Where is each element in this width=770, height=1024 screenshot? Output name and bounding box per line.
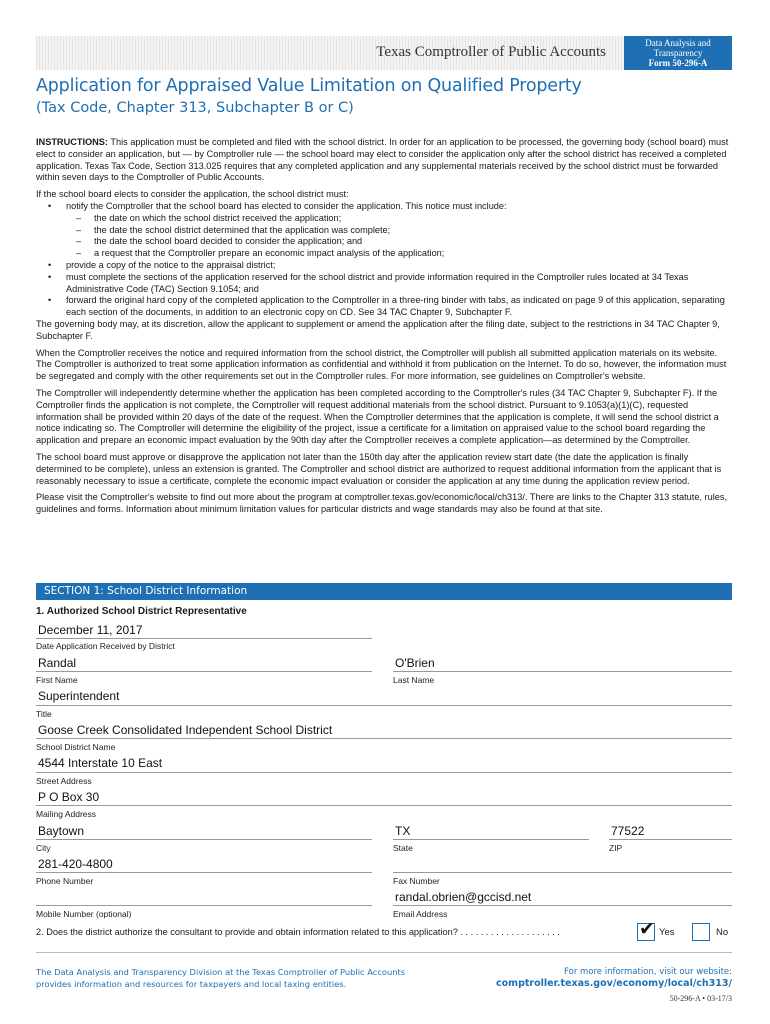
list-item: – a request that the Comptroller prepare an economic impact analysis of the application; <box>36 248 732 260</box>
section-1-header: SECTION 1: School District Information <box>36 583 732 600</box>
fax-label: Fax Number <box>393 876 440 886</box>
mailing-address-label: Mailing Address <box>36 809 97 819</box>
zip-label: ZIP <box>609 843 623 853</box>
checkmark-icon: ✔ <box>639 919 655 940</box>
list-item: • provide a copy of the notice to the appraisal district; <box>36 260 732 272</box>
instructions-paragraph-5: The school board must approve or disapprove the application not later than the 150th day after the application review start date (the date the application is finally determined to be complete), unless an extension is granted. The Comptroller and school district are authorized to request additional information from the applicant that is reasonably necessary to issue a certificate, complete the economic impact evaluation or consider the application at any time during the application review period. <box>36 451 722 486</box>
form-revision-code: 50-296-A • 03-17/3 <box>669 994 732 1003</box>
school-district-label: School District Name <box>36 742 116 752</box>
field-underline <box>36 872 372 873</box>
instructions-text: This application must be completed and filed with the school district. In order for an application to be processed, the governing body (school board) must elect to consider an application, but — by Comptroller rule — the school board may elect to consider the application only after the school district has received a completed application. Texas Tax Code, Section 313.025 requires that any completed application and any supplemental materials received by the school district must be forwarded within seven days to the Comptroller of Public Accounts. <box>36 137 729 183</box>
field-underline <box>36 705 732 706</box>
phone-label: Phone Number <box>36 876 94 886</box>
field-underline <box>36 839 372 840</box>
state-label: State <box>393 843 413 853</box>
footer-website <box>496 966 732 990</box>
footer-line-2: provides information and resources for taxpayers and local taxing entities. <box>36 979 347 989</box>
first-name-label: First Name <box>36 675 78 685</box>
question-1-heading: 1. Authorized School District Representative <box>36 606 247 617</box>
fax-field[interactable] <box>393 872 732 873</box>
page-subtitle: (Tax Code, Chapter 313, Subchapter B or C) <box>36 100 354 116</box>
footer-website-intro: For more information, visit our website: <box>564 967 732 977</box>
instructions-intro: If the school board elects to consider the application, the school district must: <box>36 189 349 200</box>
footer-description <box>36 966 416 990</box>
field-underline <box>36 638 372 639</box>
page-title: Application for Appraised Value Limitation on Qualified Property <box>36 76 582 96</box>
title-field[interactable]: Superintendent <box>38 689 120 703</box>
mobile-field[interactable] <box>36 905 372 906</box>
field-underline <box>393 905 732 906</box>
yes-label: Yes <box>659 927 675 938</box>
list-item: • must complete the sections of the application reserved for the school district and provide information required in the Comptroller rules located at 34 Texas Administrative Code (TAC) Section 9.1054; and <box>36 272 732 296</box>
field-underline <box>393 839 589 840</box>
city-label: City <box>36 843 51 853</box>
list-item: – the date on which the school district received the application; <box>36 213 732 225</box>
last-name-label: Last Name <box>393 675 435 685</box>
field-underline <box>36 671 372 672</box>
date-received-label: Date Application Received by District <box>36 641 175 651</box>
street-address-label: Street Address <box>36 776 92 786</box>
list-item: – the date the school board decided to consider the application; and <box>36 236 732 248</box>
instructions-paragraph-3: When the Comptroller receives the notice and required information from the school district, the Comptroller will publish all submitted application materials on its website. The Comptroller is authorized to treat some application information as confidential and withhold it from publication on the Internet. To do so, however, the information must be segregated and comply with the other requirements set out in the Comptroller rules. For more information, see guidelines on Comptroller's website. <box>36 347 727 382</box>
division-line-2: Transparency <box>653 48 703 58</box>
first-name-field[interactable]: Randal <box>38 656 77 670</box>
footer-divider <box>36 952 732 953</box>
question-2: 2. Does the district authorize the consultant to provide and obtain information related to this application? . . . . . . . . . . . . . . . . . . . . <box>36 927 560 937</box>
form-id-box <box>624 36 732 70</box>
form-number: Form 50-296-A <box>648 58 708 68</box>
no-checkbox[interactable] <box>692 923 710 941</box>
phone-field[interactable]: 281-420-4800 <box>38 857 113 871</box>
mobile-label: Mobile Number (optional) <box>36 909 132 919</box>
title-label: Title <box>36 709 52 719</box>
instructions-paragraph-4: The Comptroller will independently determine whether the application has been completed according to the Comptroller's rules (34 TAC Chapter 9, Subchapter F). If the Comptroller finds the application is not complete, the Comptroller will request additional materials from the school district. Pursuant to 9.1053(a)(1)(C), requested information shall be provided within 20 days of the date of the request. When the Comptroller determines that the application is complete, it will send the school district a notice indicating so. The Comptroller will determine the eligibility of the project, issue a certificate for a limitation on appraised value to the school board regarding the application and prepare an economic impact evaluation by the 90th day after the Comptroller receives a complete application—as determined by the Comptroller. <box>36 387 719 446</box>
school-district-field[interactable]: Goose Creek Consolidated Independent School District <box>38 723 333 737</box>
list-item: • notify the Comptroller that the school board has elected to consider the application. This notice must include: <box>36 201 732 213</box>
state-field[interactable]: TX <box>395 824 411 838</box>
field-underline <box>36 805 732 806</box>
district-duties-list <box>36 201 732 319</box>
email-field[interactable]: randal.obrien@gccisd.net <box>395 890 532 904</box>
date-received-field[interactable]: December 11, 2017 <box>38 623 143 637</box>
mailing-address-field[interactable]: P O Box 30 <box>38 790 100 804</box>
field-underline <box>36 738 732 739</box>
agency-name: Texas Comptroller of Public Accounts <box>376 44 606 60</box>
instructions-label: INSTRUCTIONS: <box>36 137 108 147</box>
list-item: – the date the school district determined that the application was complete; <box>36 225 732 237</box>
yes-checkbox[interactable] <box>637 919 655 941</box>
zip-field[interactable]: 77522 <box>611 824 645 838</box>
division-line-1: Data Analysis and <box>645 38 711 48</box>
last-name-field[interactable]: O'Brien <box>395 656 435 670</box>
email-label: Email Address <box>393 909 448 919</box>
field-underline <box>36 772 732 773</box>
field-underline <box>609 839 732 840</box>
list-item: • forward the original hard copy of the completed application to the Comptroller in a three-ring binder with tabs, as indicated on page 9 of this application, separating each section of the documents, in addition to an electronic copy on CD. See 34 TAC Chapter 9, Subchapter F. <box>36 295 732 319</box>
footer-line-1: The Data Analysis and Transparency Division at the Texas Comptroller of Public Accounts <box>36 967 406 977</box>
instructions-block <box>36 137 732 521</box>
street-address-field[interactable]: 4544 Interstate 10 East <box>38 756 163 770</box>
no-label: No <box>716 927 729 938</box>
instructions-paragraph-6: Please visit the Comptroller's website to find out more about the program at comptroller.texas.gov/economic/local/ch313/. There are links to the Chapter 313 statute, rules, guidelines and forms. Information about minimum limitation values for particular districts and wage standards may also be found at that site. <box>36 492 727 515</box>
footer-website-link[interactable]: comptroller.texas.gov/economy/local/ch313/ <box>496 978 732 989</box>
field-underline <box>393 671 732 672</box>
instructions-paragraph-1 <box>36 137 732 184</box>
instructions-outro: The governing body may, at its discretion, allow the applicant to supplement or amend the application after the filing date, subject to the restrictions in 34 TAC Chapter 9, Subchapter F. <box>36 318 720 341</box>
city-field[interactable]: Baytown <box>38 824 85 838</box>
